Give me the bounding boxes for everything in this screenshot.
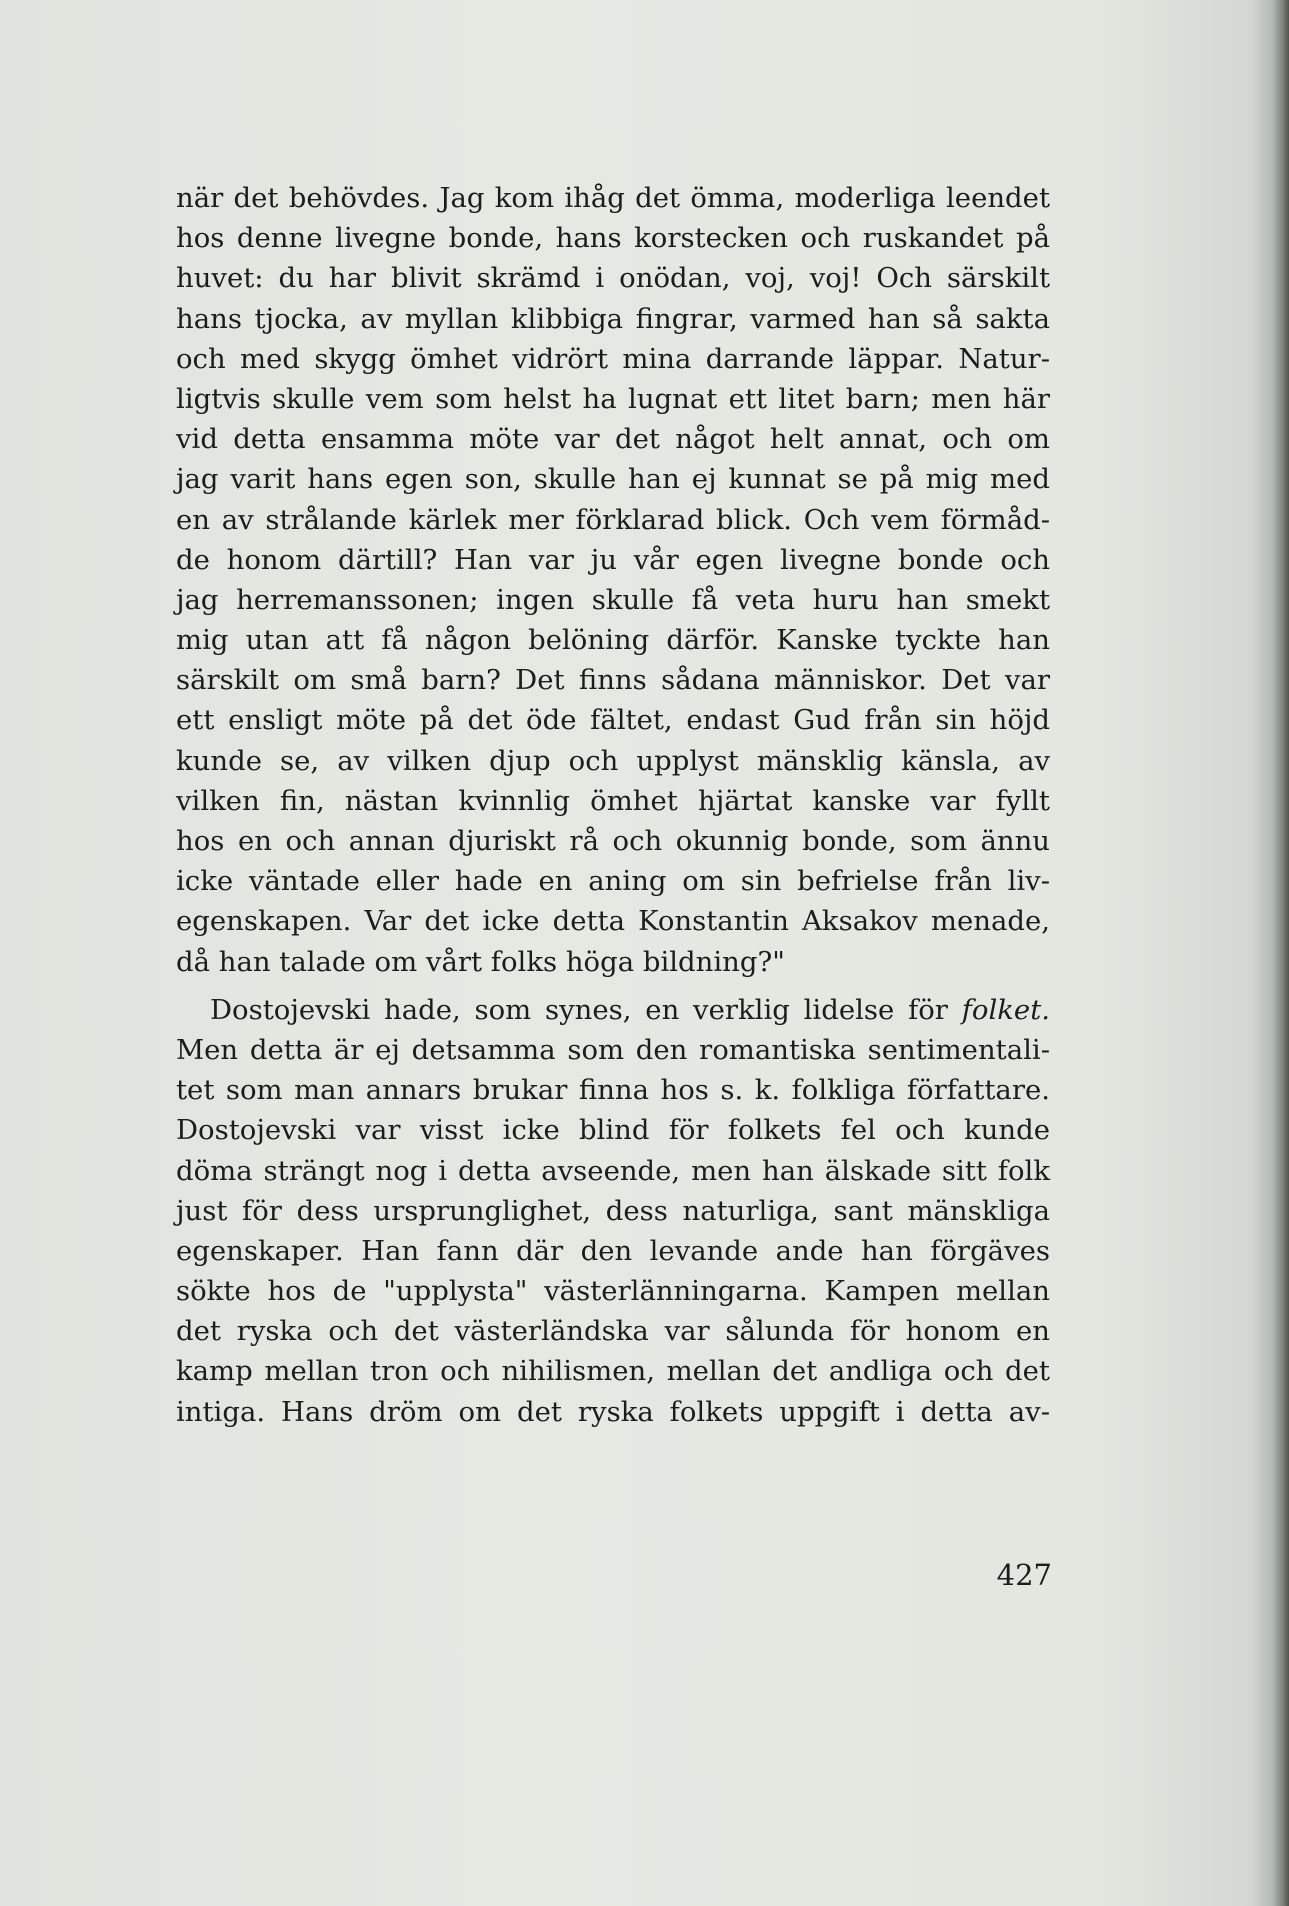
text-line: egenskapen. Var det icke detta Konstantin Aksakov menade, xyxy=(176,905,1050,938)
text-line: hos en och annan djuriskt rå och okunnig bonde, som ännu xyxy=(176,825,1050,857)
paragraph-gap xyxy=(176,982,1050,990)
text-line: sökte hos de "upplysta" västerlänningarna. Kampen mellan xyxy=(176,1275,1050,1308)
text-line: ligtvis skulle vem som helst ha lugnat ett litet barn; men här xyxy=(176,382,1050,415)
text-line: när det behövdes. Jag kom ihåg det ömma, moderliga leendet xyxy=(176,182,1050,214)
text-line: jag herremanssonen; ingen skulle få veta huru han smekt xyxy=(176,583,1050,616)
text-line: det ryska och det västerländska var sålunda för honom en xyxy=(176,1315,1050,1348)
text-line: döma strängt nog i detta avseende, men han älskade sitt folk xyxy=(176,1154,1050,1187)
text-line: mig utan att få någon belöning därför. Kanske tyckte han xyxy=(176,624,1050,657)
text-line: egenskaper. Han fann där den levande ande han förgäves xyxy=(176,1234,1050,1267)
page-number: 427 xyxy=(996,1558,1052,1592)
text-line: då han talade om vårt folks höga bildning?" xyxy=(176,945,785,978)
text-line: icke väntade eller hade en aning om sin befrielse från liv- xyxy=(176,865,1050,898)
text-line: tet som man annars brukar finna hos s. k. folkliga författare. xyxy=(176,1074,1050,1107)
text-line: vid detta ensamma möte var det något helt annat, och om xyxy=(176,423,1050,456)
emphasis-text: folket. xyxy=(961,993,1050,1026)
text-line: en av strålande kärlek mer förklarad blick. Och vem förmåd- xyxy=(176,503,1050,536)
text-line: de honom därtill? Han var ju vår egen livegne bonde och xyxy=(176,543,1050,576)
paragraph-1 xyxy=(176,178,1050,982)
text-line: Men detta är ej detsamma som den romantiska sentimentali- xyxy=(176,1033,1050,1066)
text-line: hos denne livegne bonde, hans korstecken och ruskandet på xyxy=(176,222,1050,255)
body-text xyxy=(176,178,1050,1432)
text-line: intiga. Hans dröm om det ryska folkets uppgift i detta av- xyxy=(176,1395,1050,1428)
text-line xyxy=(176,990,1050,1030)
page-edge-shadow xyxy=(1273,0,1289,1906)
text-line: särskilt om små barn? Det finns sådana människor. Det var xyxy=(176,664,1050,697)
text-segment: Dostojevski hade, som synes, en verklig lidelse för xyxy=(210,993,962,1026)
text-line: kunde se, av vilken djup och upplyst mänsklig känsla, av xyxy=(176,744,1050,777)
text-line: Dostojevski var visst icke blind för folkets fel och kunde xyxy=(176,1114,1050,1147)
text-line: ett ensligt möte på det öde fältet, endast Gud från sin höjd xyxy=(176,704,1050,737)
text-line: och med skygg ömhet vidrört mina darrande läppar. Natur- xyxy=(176,342,1050,375)
paragraph-2 xyxy=(176,990,1050,1432)
text-line: huvet: du har blivit skrämd i onödan, voj, voj! Och särskilt xyxy=(176,262,1050,295)
text-line: kamp mellan tron och nihilismen, mellan det andliga och det xyxy=(176,1355,1050,1388)
text-line: jag varit hans egen son, skulle han ej kunnat se på mig med xyxy=(176,463,1050,496)
text-line: just för dess ursprunglighet, dess naturliga, sant mänskliga xyxy=(176,1194,1050,1227)
text-line: hans tjocka, av myllan klibbiga fingrar, varmed han så sakta xyxy=(176,302,1050,335)
text-line: vilken fin, nästan kvinnlig ömhet hjärtat kanske var fyllt xyxy=(176,784,1050,817)
